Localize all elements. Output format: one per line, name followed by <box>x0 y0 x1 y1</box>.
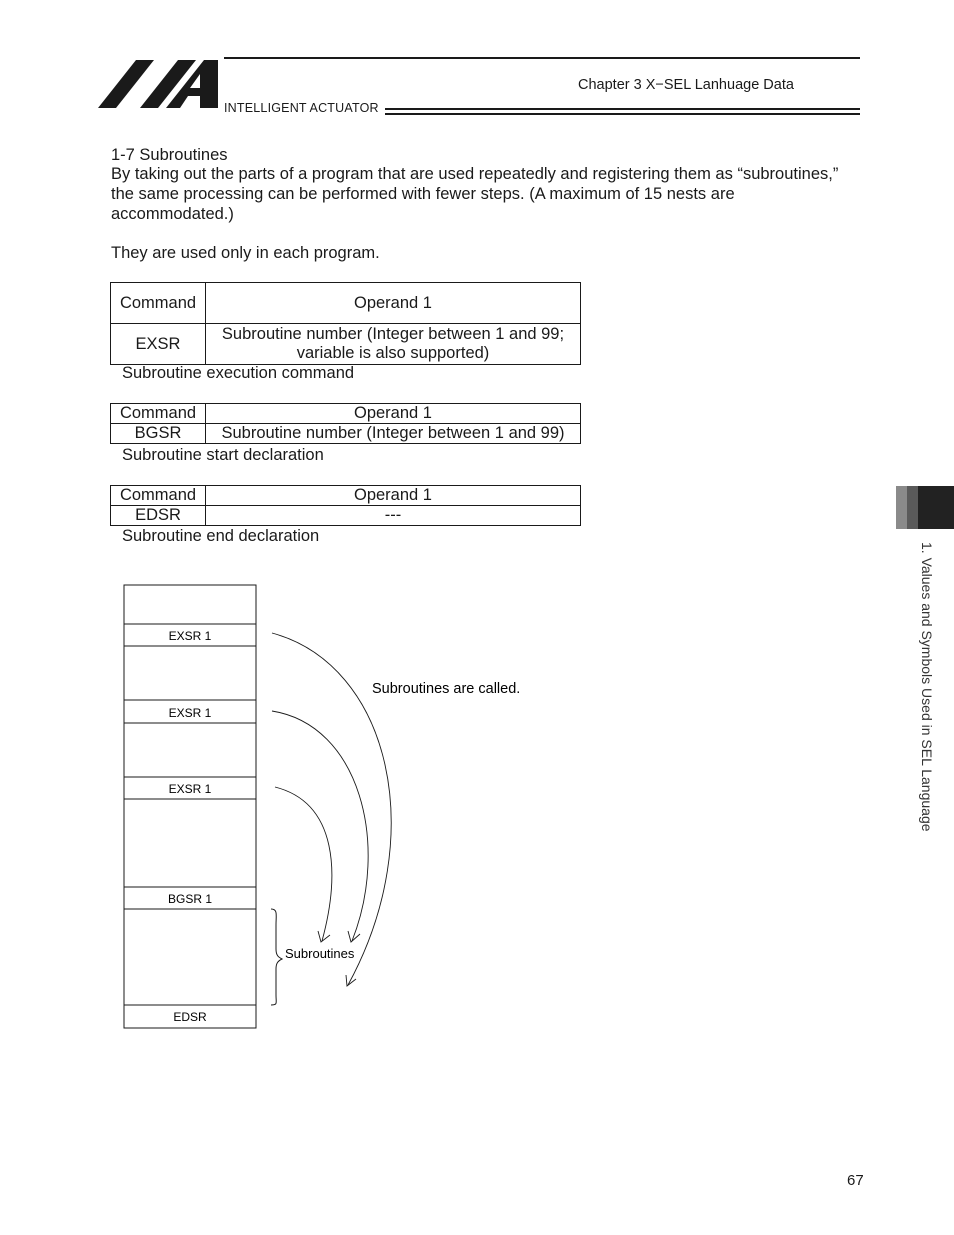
side-tab-marker <box>918 486 954 529</box>
step-exsr-1: EXSR 1 <box>168 629 212 643</box>
arrowhead <box>346 975 356 986</box>
program-column <box>124 585 256 1028</box>
side-chapter-label: 1. Values and Symbols Used in SEL Language <box>919 542 935 832</box>
table-header-command: Command <box>111 486 206 506</box>
chapter-title: Chapter 3 X−SEL Lanhuage Data <box>578 77 794 93</box>
edsr-command-table <box>110 485 581 526</box>
table-cell-command: BGSR <box>111 424 206 444</box>
step-exsr-3: EXSR 1 <box>168 782 212 796</box>
side-tab-marker <box>896 486 907 529</box>
table-header-operand: Operand 1 <box>206 404 581 424</box>
table-header-operand: Operand 1 <box>206 486 581 506</box>
table-cell-operand: Subroutine number (Integer between 1 and 99) <box>206 424 581 444</box>
header-rule-top <box>224 57 860 59</box>
page-number: 67 <box>847 1172 864 1189</box>
call-arrow-inner <box>275 787 332 941</box>
exsr-command-table <box>110 282 581 365</box>
table-caption: Subroutine end declaration <box>122 527 320 545</box>
table-caption: Subroutine start declaration <box>122 446 324 464</box>
subroutine-diagram <box>100 575 560 1040</box>
header-rule-double <box>385 108 860 115</box>
call-arrow-middle <box>272 711 368 941</box>
table-cell-operand: Subroutine number (Integer between 1 and 99; variable is also supported) <box>206 324 581 365</box>
bgsr-command-table <box>110 403 581 444</box>
step-edsr: EDSR <box>173 1010 207 1024</box>
table-header-command: Command <box>111 404 206 424</box>
section-paragraph: By taking out the parts of a program that are used repeatedly and registering them as “subroutines,” the same processing can be performed with fewer steps. (A maximum of 15 nests are accommodated.) <box>111 165 839 223</box>
company-logo <box>96 58 220 115</box>
table-cell-command: EDSR <box>111 506 206 526</box>
table-cell-operand: --- <box>206 506 581 526</box>
step-exsr-2: EXSR 1 <box>168 706 212 720</box>
table-cell-command: EXSR <box>111 324 206 365</box>
table-caption: Subroutine execution command <box>122 364 355 382</box>
brand-name: INTELLIGENT ACTUATOR <box>224 101 379 115</box>
section-title: 1-7 Subroutines <box>111 146 228 164</box>
section-note: They are used only in each program. <box>111 244 380 262</box>
called-label: Subroutines are called. <box>372 681 521 697</box>
side-tab-marker <box>907 486 918 529</box>
subroutines-label: Subroutines <box>285 946 355 961</box>
subroutine-brace <box>271 909 282 1005</box>
table-header-operand: Operand 1 <box>206 283 581 324</box>
table-header-command: Command <box>111 283 206 324</box>
step-bgsr: BGSR 1 <box>167 892 213 906</box>
